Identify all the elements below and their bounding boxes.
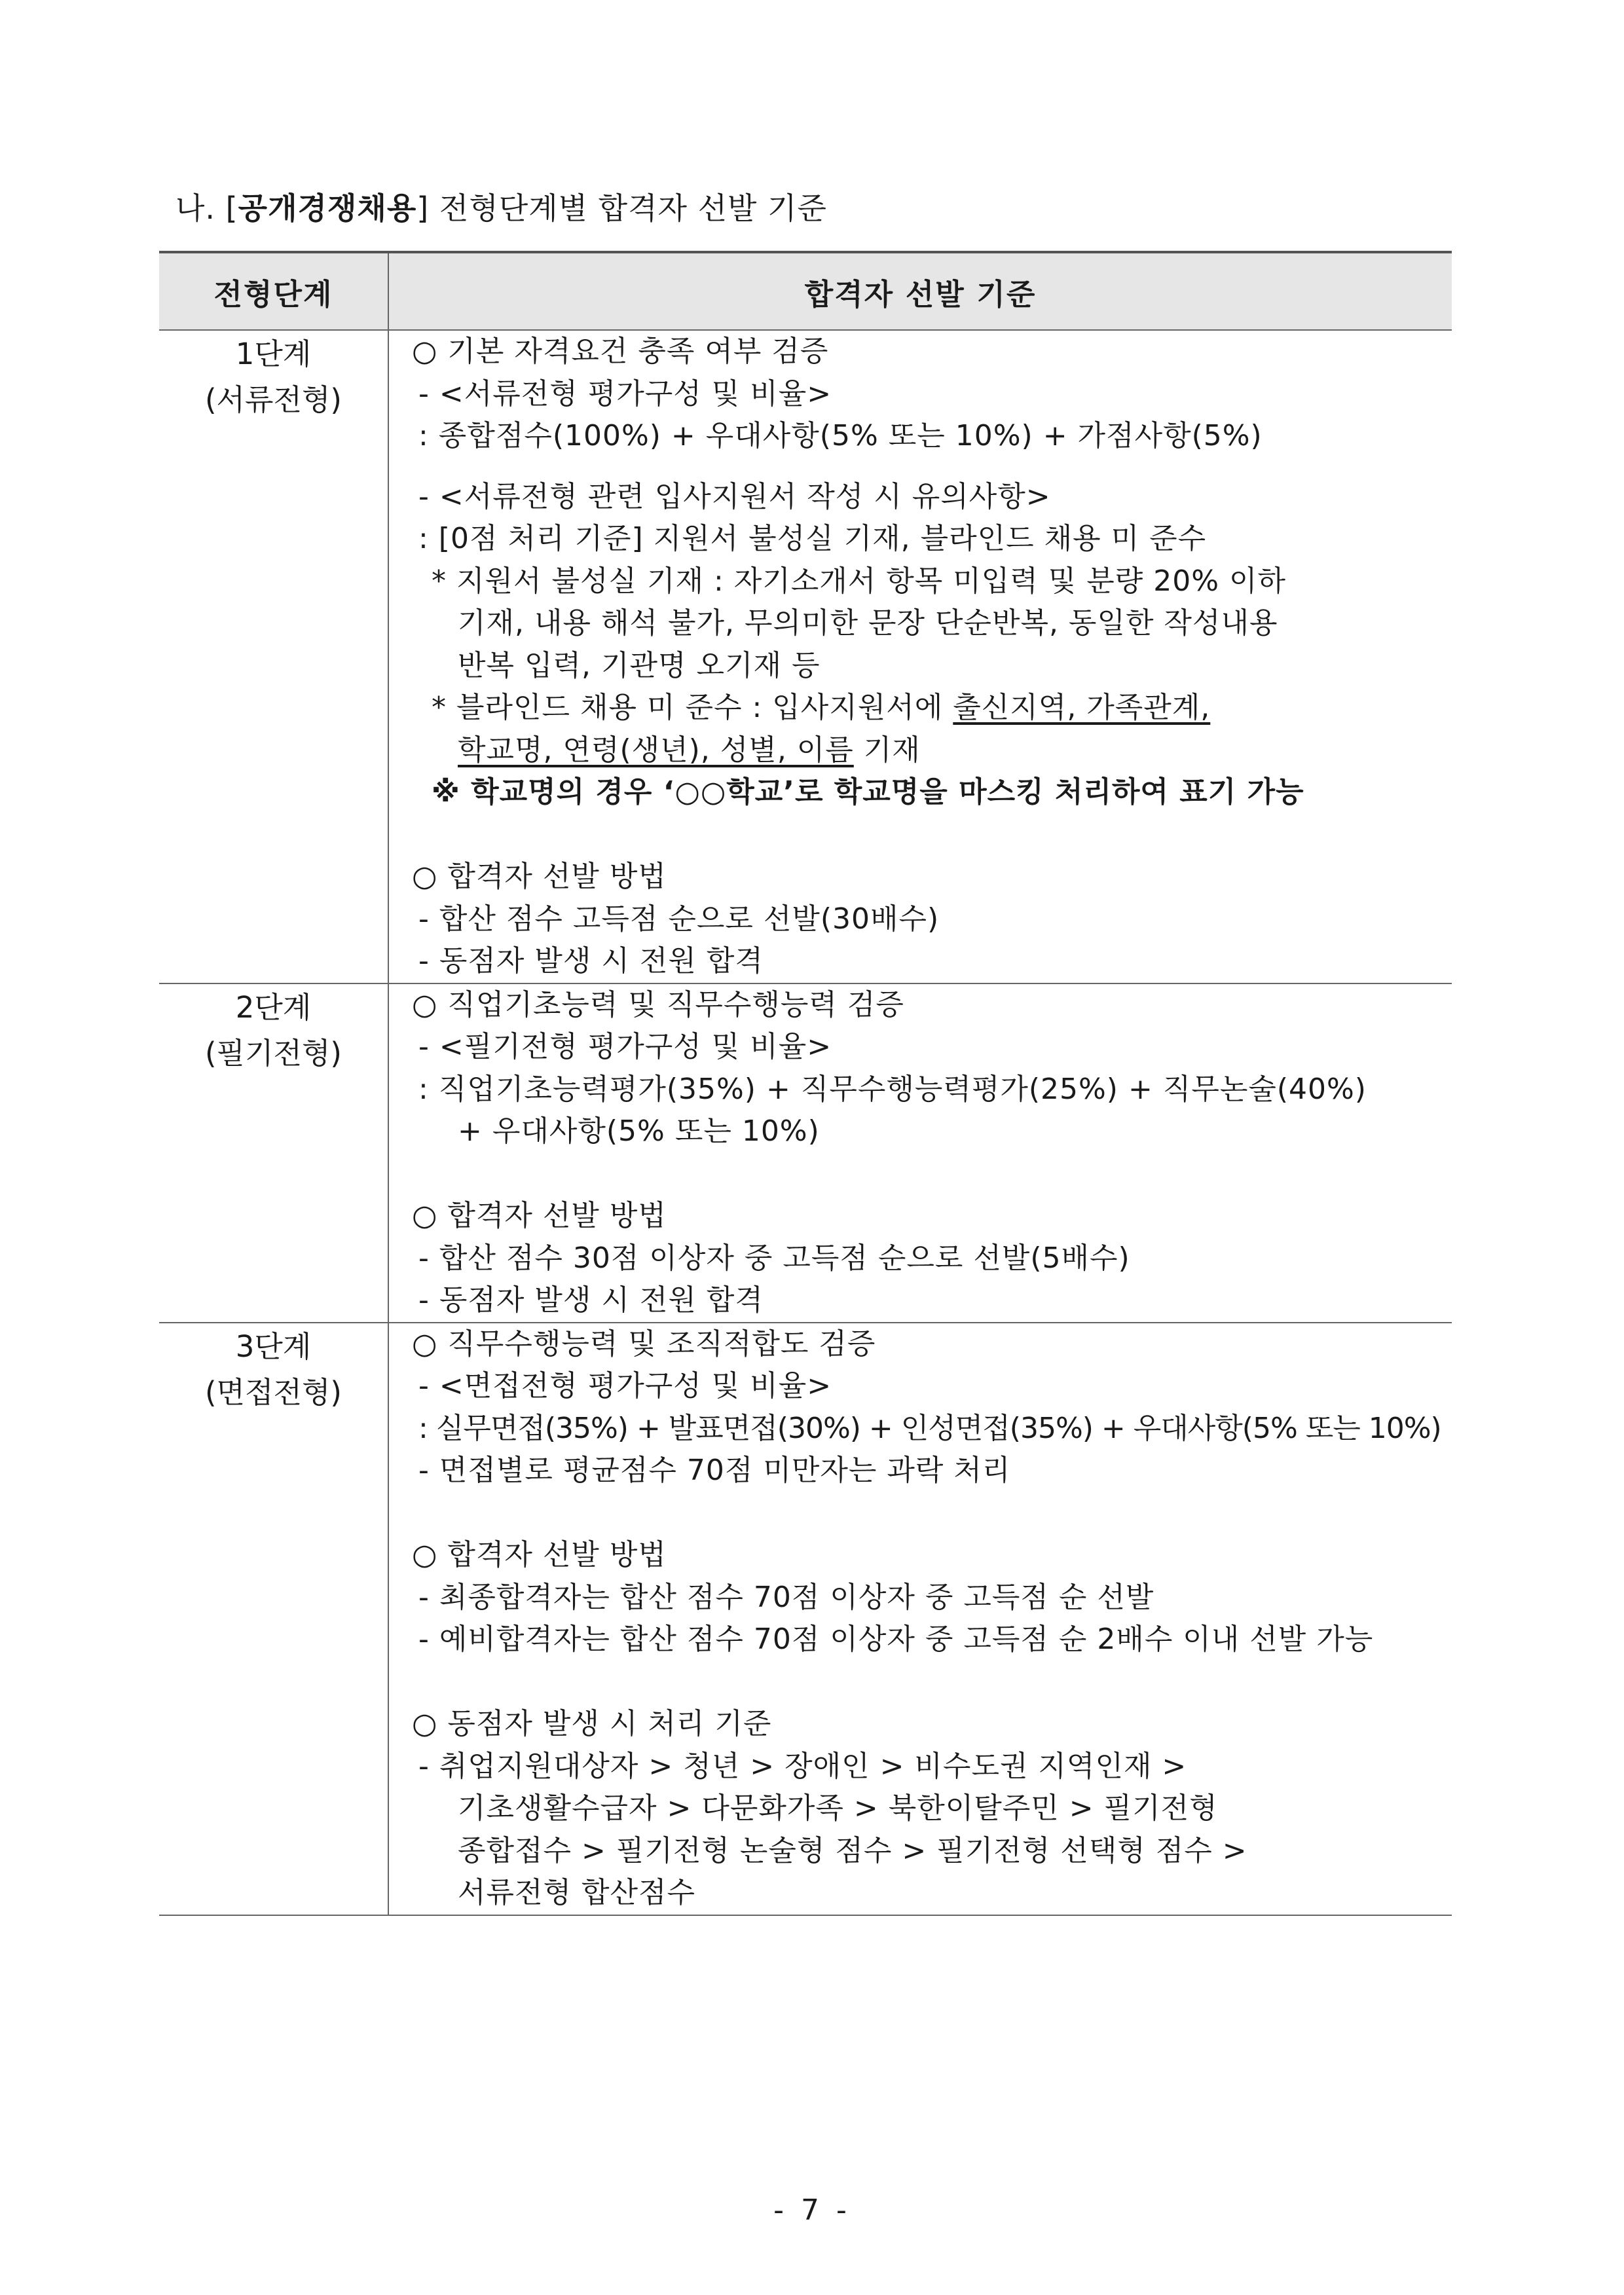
stage1-line: : [0점 처리 기준] 지원서 불성실 기재, 블라인드 채용 미 준수 (418, 522, 1207, 555)
stage1-criteria (388, 330, 1452, 983)
stage2-cell (159, 983, 388, 1323)
table-row-stage1 (159, 330, 1452, 983)
stage1-line: * 지원서 불성실 기재 : 자기소개서 항목 미입력 및 분량 20% 이하 (432, 564, 1287, 598)
stage3-line: - 예비합격자는 합산 점수 70점 이상자 중 고득점 순 2배수 이내 선발 가능 (418, 1623, 1374, 1656)
stage1-line (412, 687, 1439, 729)
header-criteria: 합격자 선발 기준 (388, 252, 1452, 330)
stage1-sub: (서류전형) (205, 382, 342, 417)
stage3-line: 기초생활수급자 > 다문화가족 > 북한이탈주민 > 필기전형 (458, 1791, 1218, 1825)
stage2-line: + 우대사항(5% 또는 10%) (458, 1114, 820, 1148)
stage1-line: - 동점자 발생 시 전원 합격 (418, 944, 764, 978)
stage1-line: ○ 합격자 선발 방법 (412, 860, 667, 893)
stage2-line: : 직업기초능력평가(35%) + 직무수행능력평가(25%) + 직무논술(40%) (418, 1072, 1367, 1106)
section-heading (175, 185, 827, 228)
page-number: - 7 - (773, 2194, 851, 2227)
stage3-line: - 면접별로 평균점수 70점 미만자는 과락 처리 (418, 1454, 1011, 1487)
stage1-line: ○ 기본 자격요건 충족 여부 검증 (412, 335, 829, 368)
stage3-criteria (388, 1323, 1452, 1915)
spacer (412, 1492, 1439, 1535)
header-stage: 전형단계 (159, 252, 388, 330)
spacer (412, 1153, 1439, 1196)
stage3-line: ○ 직무수행능력 및 조직적합도 검증 (412, 1327, 876, 1361)
stage1-blind-underlined: 학교명, 연령(생년), 성별, 이름 (458, 733, 854, 767)
stage1-line: : 종합점수(100%) + 우대사항(5% 또는 10%) + 가점사항(5%) (418, 419, 1263, 452)
stage1-line (412, 729, 1439, 772)
stage1-line: - 합산 점수 고득점 순으로 선발(30배수) (418, 902, 940, 936)
stage2-line: - 합산 점수 30점 이상자 중 고득점 순으로 선발(5배수) (418, 1241, 1130, 1275)
stage3-line: - 취업지원대상자 > 청년 > 장애인 > 비수도권 지역인재 > (418, 1749, 1187, 1783)
stage2-line: - <필기전형 평가구성 및 비율> (418, 1030, 832, 1063)
stage2-line: ○ 합격자 선발 방법 (412, 1199, 667, 1232)
stage1-blind-text: 기재 (853, 733, 921, 767)
stage1-blind-text: * 블라인드 채용 미 준수 : 입사지원서에 (432, 691, 953, 724)
stage3-line: ○ 동점자 발생 시 처리 기준 (412, 1707, 772, 1740)
selection-criteria-table (159, 251, 1452, 1916)
spacer (412, 458, 1439, 476)
stage3-line: : 실무면접(35%) + 발표면접(30%) + 인성면접(35%) + 우대사항(5% 또는 10%) (418, 1411, 1441, 1445)
stage3-cell (159, 1323, 388, 1915)
heading-bold-term: 공개경쟁채용 (238, 191, 417, 226)
stage1-line: - <서류전형 관련 입사지원서 작성 시 유의사항> (418, 479, 1051, 513)
stage1-note: ※ 학교명의 경우 ‘○○학교’로 학교명을 마스킹 처리하여 표기 가능 (432, 775, 1304, 809)
stage3-line: - <면접전형 평가구성 및 비율> (418, 1369, 832, 1403)
table-header-row (159, 252, 1452, 330)
stage1-line: 기재, 내용 해석 불가, 무의미한 문장 단순반복, 동일한 작성내용 (458, 606, 1278, 640)
stage1-line: 반복 입력, 기관명 오기재 등 (458, 648, 821, 682)
stage3-line: 서류전형 합산점수 (458, 1876, 696, 1909)
stage2-sub: (필기전형) (205, 1035, 342, 1071)
heading-suffix: ] 전형단계별 합격자 선발 기준 (416, 191, 827, 226)
stage3-sub: (면접전형) (205, 1374, 342, 1410)
stage3-name: 3단계 (235, 1329, 312, 1364)
stage3-line: - 최종합격자는 합산 점수 70점 이상자 중 고득점 순 선발 (418, 1580, 1154, 1614)
stage2-line: - 동점자 발생 시 전원 합격 (418, 1283, 764, 1317)
spacer (412, 814, 1439, 856)
stage1-cell (159, 330, 388, 983)
stage1-blind-underlined: 출신지역, 가족관계, (953, 691, 1211, 724)
heading-prefix: 나. [ (175, 191, 238, 226)
stage3-line: ○ 합격자 선발 방법 (412, 1538, 667, 1571)
stage3-line: 종합접수 > 필기전형 논술형 점수 > 필기전형 선택형 점수 > (458, 1833, 1247, 1867)
spacer (412, 1661, 1439, 1704)
stage2-line: ○ 직업기초능력 및 직무수행능력 검증 (412, 987, 904, 1021)
table-row-stage2 (159, 983, 1452, 1323)
stage1-name: 1단계 (235, 337, 312, 371)
stage2-criteria (388, 983, 1452, 1323)
stage1-line: - <서류전형 평가구성 및 비율> (418, 376, 832, 411)
table-row-stage3 (159, 1323, 1452, 1915)
stage2-name: 2단계 (235, 989, 312, 1025)
